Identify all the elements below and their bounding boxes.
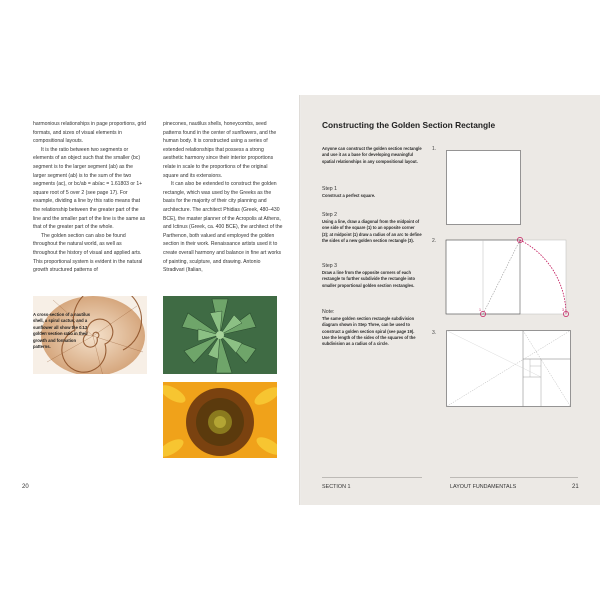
- gutter: [299, 95, 301, 505]
- col1-paragraph: harmonious relationships in page proportions, grid formats, and sizes of visual elements in compositional layouts.: [33, 121, 146, 145]
- footer-rule-right: [450, 477, 578, 478]
- diagram-square: [446, 150, 522, 226]
- page-title: Constructing the Golden Section Rectangle: [322, 120, 496, 130]
- point-3-label: 3: [562, 308, 564, 312]
- spiral-cactus-photo: [163, 296, 277, 374]
- col2-paragraph: It can also be extended to construct the golden rectangle, which was used by the Greeks as the basis for the majority of their city planning and architecture. The architect Phidias (Greek, 480–430 BCE), the master planner of the Acropolis at Athens, and Ictinus (Greek, ca. 400 BCE), the architect of the Parthenon, both valued and employed the golden section in their work. Renaissance artists used it to create overall harmony and balance in fine art works of painting, sculpture, and drawing. Antonio Stradivari (Italian,: [163, 181, 283, 274]
- step-1-text: Construct a perfect square.: [322, 193, 376, 198]
- col1-paragraph: It is the ratio between two segments or elements of an object such that the smaller (bc) segment is to the larger segment (ab) as the larger segment (ab) is to the sum of the two segments (ac), or bc/ab = ab/ac = 1.61803 or 1+ square root of 5 over 2 (see page 17). For example, dividing a line by this ratio means that the relationship between the greater part of the line and the smaller part of the line is the same as that of the greater part of the whole.: [33, 146, 146, 231]
- diagram-1-label: 1.: [432, 146, 437, 152]
- footer-section: SECTION 1: [322, 484, 351, 490]
- note-heading: Note:: [322, 309, 335, 315]
- step-3-heading: Step 3: [322, 263, 337, 269]
- col1-paragraph: The golden section can also be found throughout the natural world, as well as throughout the history of visual and applied arts. This proportional system is evident in the natural growth structured patterns of: [33, 232, 143, 274]
- step-3-text: Draw a line from the opposite corners of each rectangle to further subdivide the rectangle into smaller proportional golden section rectangles.: [322, 270, 416, 288]
- diagram-golden-subdivision: [446, 330, 578, 410]
- footer-rule-left: [322, 477, 422, 478]
- step-1-heading: Step 1: [322, 186, 337, 192]
- col2-paragraph: pinecones, nautilus shells, honeycombs, seed patterns found in the center of sunflowers, and the human body. It is constructed using a series of extended relationships that possess a strong aesthetic harmony since their interior proportions relate in scale to the proportions of the original square and its extensions.: [163, 121, 277, 179]
- footer-title: LAYOUT FUNDAMENTALS: [450, 484, 517, 490]
- point-1-label: 1: [479, 308, 481, 312]
- folio-right: 21: [572, 484, 579, 490]
- diagram-3-label: 3.: [432, 330, 437, 336]
- diagram-golden-construction: [440, 234, 580, 318]
- intro-text: Anyone can construct the golden section rectangle and use it as a base for developing meaningful spatial relationships in any compositional layout.: [322, 146, 422, 164]
- text-column-1: [33, 120, 147, 275]
- sunflower-photo: [163, 382, 277, 458]
- photo-caption: A cross-section of a nautilus shell, a spiral cactus, and a sunflower all show the 0.13 golden section ratio in their growth and formation patterns.: [33, 312, 91, 350]
- text-column-2: [163, 120, 283, 275]
- point-2-label: 2: [519, 239, 521, 243]
- diagram-2-label: 2.: [432, 238, 437, 244]
- folio-left: 20: [22, 484, 29, 490]
- step-2-text: Using a line, draw a diagonal from the midpoint of one side of the square (1) to an opposite corner (2); at midpoint (1) draw a radius of an arc to define the sides of a new golden section rectangle (3).: [322, 219, 422, 243]
- note-text: The same golden section rectangle subdivision diagram shown in Step Three, can be used to construct a golden section spiral (see page 19). Use the length of the sides of the squares of the subdivision as a radius of a circle.: [322, 316, 416, 347]
- step-2-heading: Step 2: [322, 212, 337, 218]
